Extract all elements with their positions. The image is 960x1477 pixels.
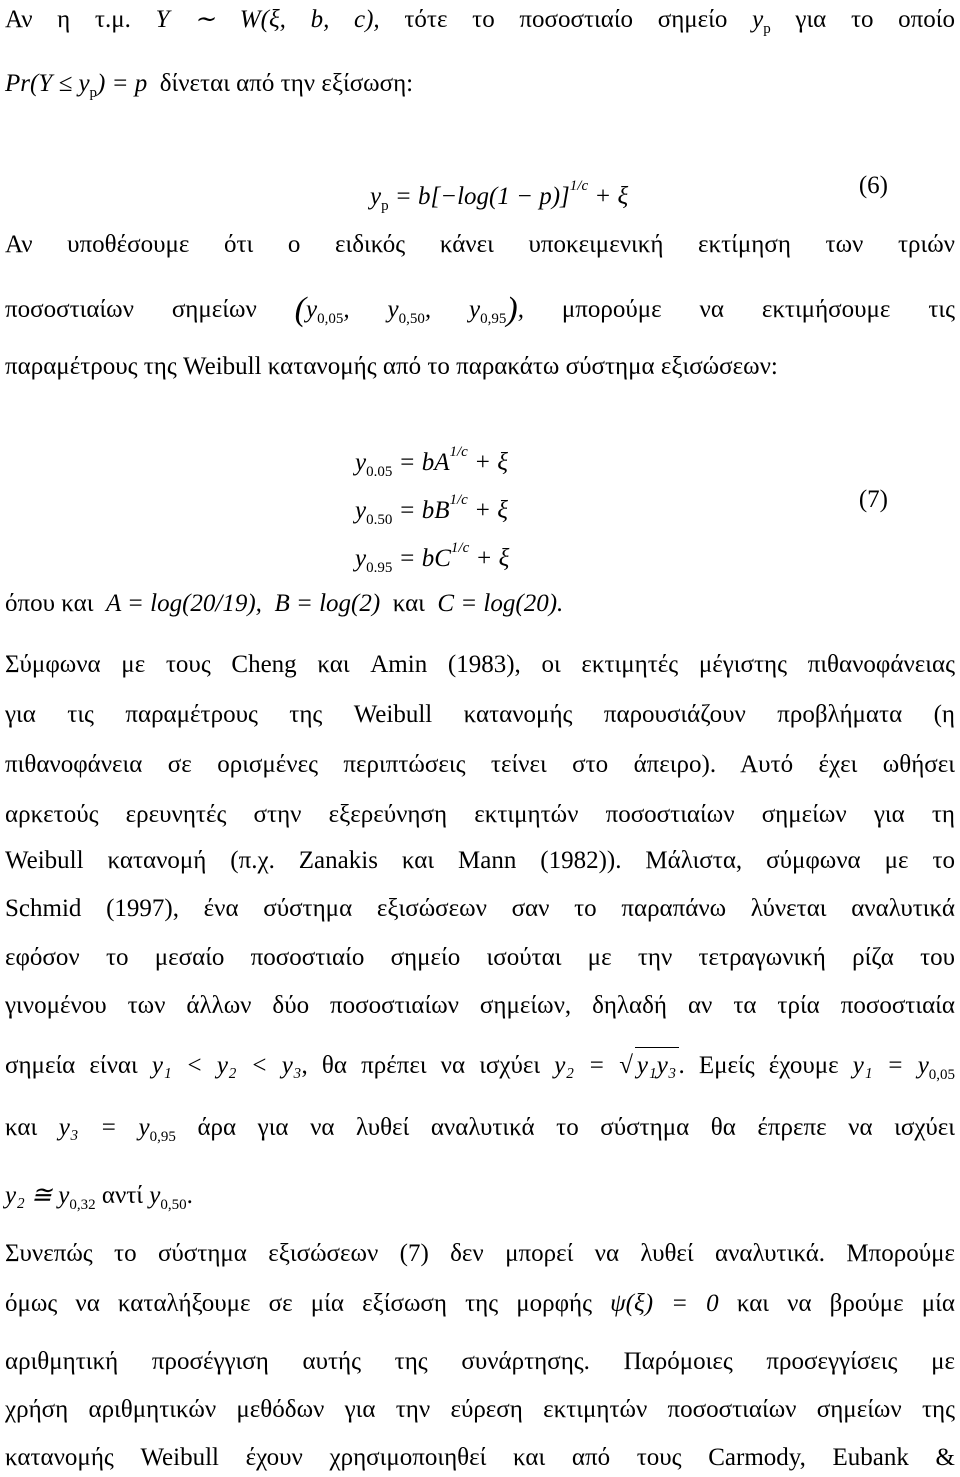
text-span: για το οποίο	[795, 6, 956, 33]
math-text: B = log(2)	[274, 590, 381, 617]
math-sub: 0,95	[480, 311, 507, 327]
math-text: ) = p	[97, 70, 148, 97]
text-span: Αν η τ.μ.	[5, 6, 131, 33]
math-text: y₂ ≅ y	[5, 1182, 70, 1209]
math-text: = bB	[398, 497, 450, 524]
math-sub: 0,50	[398, 311, 425, 327]
text-line: αριθμητική προσέγγιση αυτής της συνάρτησης. Παρόμοιες προσεγγίσεις με	[5, 1348, 955, 1375]
text-line	[5, 292, 955, 337]
text-line: Weibull κατανομή (π.χ. Zanakis και Mann (1982)). Μάλιστα, σύμφωνα με το	[5, 847, 955, 874]
math-sub: p	[89, 85, 98, 101]
math-text: + ξ	[475, 545, 510, 572]
equation-number: (7)	[858, 486, 888, 513]
yp-symbol	[752, 6, 771, 37]
text-span: . Εμείς έχουμε	[678, 1052, 839, 1079]
equation-7-row: $y_{0.05} = bA^{1/c} + \xi$	[355, 444, 508, 480]
text-span: και	[5, 1114, 38, 1141]
text-span: , θα πρέπει να ισχύει	[301, 1052, 541, 1079]
math-text: y₂ =	[554, 1052, 606, 1079]
text-span: και να βρούμε μία	[736, 1290, 956, 1317]
text-line: γινομένου των άλλων δύο ποσοστιαίων σημείων, δηλαδή αν τα τρία ποσοστιαία	[5, 992, 955, 1019]
text-line	[5, 1178, 955, 1223]
equation-7-row: $y_{0.50} = bB^{1/c} + \xi$	[355, 492, 508, 528]
math-sub: p	[381, 198, 389, 214]
text-line	[5, 2, 955, 47]
math-text: y₃ = y	[58, 1114, 150, 1141]
equation-6	[370, 168, 628, 224]
math-text: + ξ	[474, 449, 508, 476]
text-line: πιθανοφάνεια σε ορισμένες περιπτώσεις τείνει στο άπειρο). Αυτό έχει ωθήσει	[5, 751, 955, 778]
math-sup: 1/c	[569, 178, 589, 194]
math-text: + ξ	[594, 183, 629, 210]
text-line	[5, 1047, 955, 1093]
math-text: Pr(Y ≤ y	[5, 70, 90, 97]
math-text: = b[−log(1 − p)]	[394, 183, 570, 210]
text-line: παραμέτρους της Weibull κατανομής από το παρακάτω σύστημα εξισώσεων:	[5, 353, 778, 380]
text-line: για τις παραμέτρους της Weibull κατανομής παρουσιάζουν προβλήματα (η	[5, 701, 955, 728]
text-span: και	[392, 590, 425, 617]
text-line: Αν υποθέσουμε ότι ο ειδικός κάνει υποκειμενική εκτίμηση των τριών	[5, 231, 955, 258]
math-sub: 0,32	[69, 1197, 96, 1213]
math-text: = bC	[398, 545, 451, 572]
text-span: άρα για να λυθεί αναλυτικά το σύστημα θα έπρεπε να ισχύει	[197, 1114, 956, 1141]
math-text: y₁ = y	[852, 1052, 929, 1079]
text-line: κατανομής Weibull έχουν χρησιμοποιηθεί και από τους Carmody, Eubank &	[5, 1444, 955, 1471]
math-text: y₁ < y₂ < y₃	[151, 1052, 302, 1079]
math-sub: p	[763, 21, 771, 37]
prob-expression	[5, 70, 148, 101]
text-span: όμως να καταλήξουμε σε μία εξίσωση της μορφής	[5, 1290, 593, 1317]
math-text: C = log(20).	[437, 590, 564, 617]
math-text: A = log(20/19),	[105, 590, 262, 617]
math-sup: 1/c	[449, 444, 468, 460]
math-text: + ξ	[474, 497, 508, 524]
text-line	[5, 1110, 955, 1155]
text-line: χρήση αριθμητικών μεθόδων για την εύρεση εκτιμητών ποσοστιαίων σημείων της	[5, 1396, 955, 1423]
y1-definition	[852, 1052, 956, 1083]
equation-number: (6)	[858, 172, 888, 199]
sqrt-expression: y₂ = √ y₁y₃	[554, 1052, 678, 1079]
dist-expression: Y ∼ W(ξ, b, c),	[155, 6, 380, 33]
math-sup: 1/c	[449, 492, 468, 508]
quantile-tuple: ($y_{0,05}$, $y_{0,50}$, $y_{0,95}$),	[294, 291, 524, 328]
text-span: όπου και	[5, 590, 94, 617]
text-span: τότε το ποσοστιαίο σημείο	[404, 6, 728, 33]
math-var: y	[370, 183, 382, 210]
math-text: = bA	[398, 449, 450, 476]
y3-definition	[58, 1114, 176, 1145]
math-sup: 1/c	[450, 540, 470, 556]
math-sub: 0.95	[366, 560, 393, 576]
text-line	[5, 66, 955, 111]
math-sub: 0,95	[149, 1129, 176, 1145]
math-sub: 0,05	[928, 1067, 956, 1083]
text-span: σημεία είναι	[5, 1052, 138, 1079]
equation-7-row: $y_{0.95} = bC^{1/c} + \xi$	[355, 540, 510, 576]
math-sub: 0,50	[160, 1197, 187, 1213]
math-var: y	[752, 6, 764, 33]
math-text: y₁y₃	[635, 1047, 679, 1084]
text-line: αρκετούς ερευνητές στην εξερεύνηση εκτιμητών ποσοστιαίων σημείων για τη	[5, 801, 955, 828]
math-sub: 0,05	[317, 311, 344, 327]
math-sub: 0.05	[366, 464, 393, 480]
math-sub: 0.50	[366, 512, 393, 528]
math-text: ψ(ξ) = 0	[610, 1290, 719, 1317]
text-line	[5, 586, 955, 622]
text-line: Schmid (1997), ένα σύστημα εξισώσεων σαν το παραπάνω λύνεται αναλυτικά	[5, 895, 955, 922]
math-var: y	[149, 1182, 161, 1209]
text-line: εφόσον το μεσαίο ποσοστιαίο σημείο ισούται με την τετραγωνική ρίζα του	[5, 944, 955, 971]
text-span: αντί	[101, 1182, 144, 1209]
text-span: δίνεται από την εξίσωση:	[159, 70, 414, 97]
text-span: μπορούμε να εκτιμήσουμε τις	[561, 296, 955, 323]
text-line: Συνεπώς το σύστημα εξισώσεων (7) δεν μπορεί να λυθεί αναλυτικά. Μπορούμε	[5, 1240, 955, 1267]
text-span: ποσοστιαίων σημείων	[5, 296, 257, 323]
text-line	[5, 1286, 955, 1322]
text-line: Σύμφωνα με τους Cheng και Amin (1983), οι εκτιμητές μέγιστης πιθανοφάνειας	[5, 651, 955, 678]
text-span: .	[186, 1182, 193, 1209]
